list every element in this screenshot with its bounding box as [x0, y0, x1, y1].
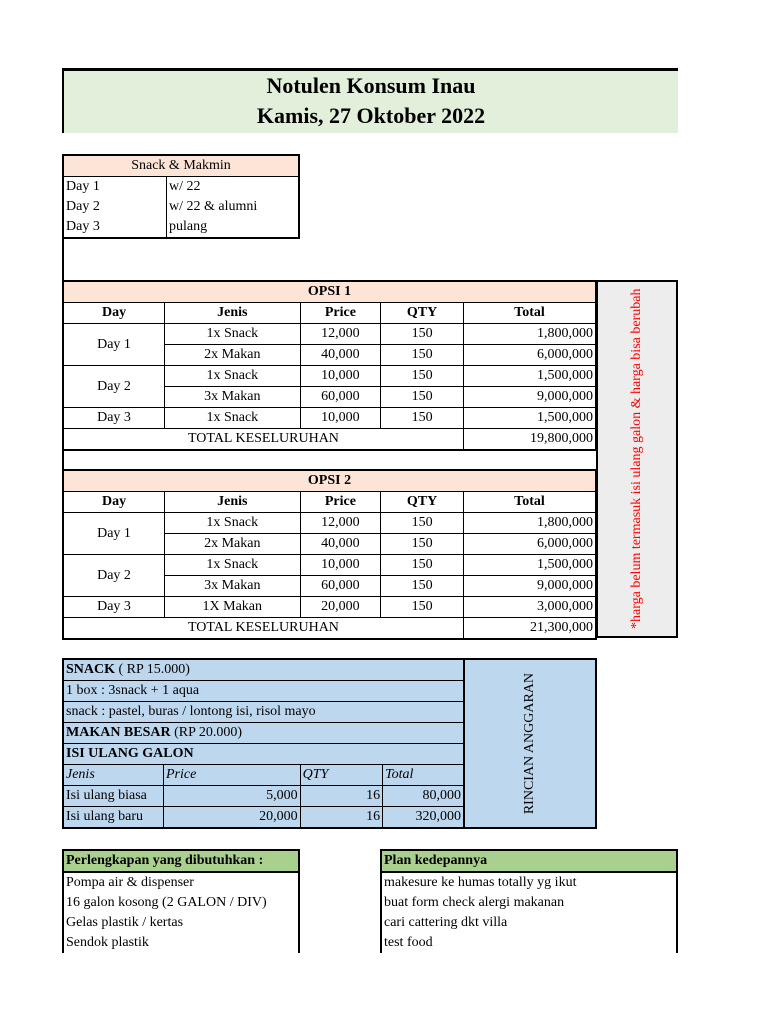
- col-jenis: Jenis: [63, 765, 164, 786]
- table-row: [63, 324, 596, 345]
- table-row: [63, 408, 596, 429]
- jenis-cell: 3x Makan: [165, 387, 300, 408]
- plan-list: [380, 849, 678, 953]
- list-item: test food: [384, 935, 433, 950]
- document-date: Kamis, 27 Oktober 2022: [256, 103, 486, 128]
- total-value: 21,300,000: [463, 618, 596, 640]
- total-cell: 320,000: [383, 807, 464, 829]
- qty-cell: 150: [381, 324, 464, 345]
- jenis-cell: 1x Snack: [165, 513, 300, 534]
- qty-cell: 150: [381, 345, 464, 366]
- day-cell: Day 2: [63, 366, 165, 408]
- col-price: Price: [300, 492, 381, 513]
- snack-makmin-title: Snack & Makmin: [63, 155, 299, 177]
- rincian-side-label: RINCIAN ANGGARAN: [522, 672, 537, 815]
- spacer: [62, 449, 597, 469]
- col-qty: QTY: [381, 492, 464, 513]
- day-cell: Day 1: [63, 513, 165, 555]
- snack-row: [63, 659, 464, 681]
- price-cell: 10,000: [300, 555, 381, 576]
- price-cell: 10,000: [300, 366, 381, 387]
- opsi1-table: [62, 280, 597, 451]
- list-item: Gelas plastik / kertas: [66, 915, 184, 930]
- snack-title: SNACK: [66, 662, 116, 677]
- opsi2-table: [62, 469, 597, 640]
- jenis-cell: Isi ulang biasa: [63, 786, 164, 807]
- price-cell: 12,000: [300, 324, 381, 345]
- col-qty: QTY: [381, 303, 464, 324]
- total-value: 19,800,000: [463, 429, 596, 451]
- price-cell: 12,000: [300, 513, 381, 534]
- total-cell: 1,500,000: [463, 555, 596, 576]
- jenis-cell: 1x Snack: [165, 366, 300, 387]
- table-row: [63, 177, 299, 198]
- col-jenis: Jenis: [165, 303, 300, 324]
- rincian-table: [62, 658, 465, 829]
- jenis-cell: 3x Makan: [165, 576, 300, 597]
- total-cell: 80,000: [383, 786, 464, 807]
- snack-makmin-table: [62, 154, 300, 239]
- list-item: Pompa air & dispenser: [66, 875, 194, 890]
- snack-items: snack : pastel, buras / lontong isi, risol mayo: [63, 702, 464, 723]
- total-label: TOTAL KESELURUHAN: [63, 618, 463, 640]
- table-row: [63, 197, 299, 217]
- price-cell: 40,000: [300, 534, 381, 555]
- total-label: TOTAL KESELURUHAN: [63, 429, 463, 451]
- price-note: *harga belum termasuk isi ulang galon & harga bisa berubah: [629, 288, 644, 630]
- day-cell: Day 1: [63, 177, 167, 198]
- makan-row: [63, 723, 464, 744]
- galon-title: ISI ULANG GALON: [63, 744, 464, 765]
- table-row: [63, 217, 299, 238]
- plan-title: Plan kedepannya: [381, 850, 677, 872]
- col-day: Day: [63, 303, 165, 324]
- col-qty: QTY: [300, 765, 382, 786]
- document-header: [62, 68, 678, 133]
- price-cell: 60,000: [300, 387, 381, 408]
- price-cell: 10,000: [300, 408, 381, 429]
- note-cell: w/ 22 & alumni: [169, 199, 258, 214]
- total-cell: 9,000,000: [463, 576, 596, 597]
- day-cell: Day 3: [63, 217, 167, 238]
- total-row: [63, 618, 596, 640]
- total-cell: 1,500,000: [463, 366, 596, 387]
- opsi1-title: OPSI 1: [63, 281, 596, 303]
- col-total: Total: [383, 765, 464, 786]
- col-total: Total: [463, 303, 596, 324]
- col-price: Price: [300, 303, 381, 324]
- total-cell: 1,800,000: [463, 324, 596, 345]
- price-cell: 20,000: [300, 597, 381, 618]
- document-title: Notulen Konsum Inau: [266, 73, 476, 98]
- jenis-cell: 2x Makan: [165, 534, 300, 555]
- list-item: makesure ke humas totally yg ikut: [384, 875, 577, 890]
- qty-cell: 16: [300, 786, 382, 807]
- note-cell: pulang: [169, 219, 208, 234]
- left-border: [62, 238, 64, 280]
- header-row: [63, 765, 464, 786]
- list-item: cari cattering dkt villa: [384, 915, 508, 930]
- day-cell: Day 3: [63, 597, 165, 618]
- table-row: [63, 555, 596, 576]
- total-cell: 6,000,000: [463, 345, 596, 366]
- qty-cell: 150: [381, 513, 464, 534]
- jenis-cell: Isi ulang baru: [63, 807, 164, 829]
- perlengkapan-list: [62, 849, 300, 953]
- note-wrapper: [582, 280, 692, 638]
- header-row: [63, 303, 596, 324]
- qty-cell: 150: [381, 408, 464, 429]
- col-price: Price: [164, 765, 301, 786]
- qty-cell: 150: [381, 576, 464, 597]
- table-row: [63, 366, 596, 387]
- table-row: [63, 786, 464, 807]
- total-cell: 1,500,000: [463, 408, 596, 429]
- total-cell: 1,800,000: [463, 513, 596, 534]
- col-day: Day: [63, 492, 165, 513]
- snack-price: ( RP 15.000): [115, 662, 190, 677]
- qty-cell: 150: [381, 387, 464, 408]
- total-cell: 6,000,000: [463, 534, 596, 555]
- total-cell: 9,000,000: [463, 387, 596, 408]
- day-cell: Day 2: [63, 555, 165, 597]
- jenis-cell: 1X Makan: [165, 597, 300, 618]
- jenis-cell: 2x Makan: [165, 345, 300, 366]
- qty-cell: 150: [381, 534, 464, 555]
- col-total: Total: [463, 492, 596, 513]
- list-item: buat form check alergi makanan: [384, 895, 565, 910]
- jenis-cell: 1x Snack: [165, 555, 300, 576]
- day-cell: Day 3: [63, 408, 165, 429]
- price-cell: 20,000: [164, 807, 301, 829]
- list-item: 16 galon kosong (2 GALON / DIV): [66, 895, 267, 910]
- total-cell: 3,000,000: [463, 597, 596, 618]
- opsi2-title: OPSI 2: [63, 470, 596, 492]
- snack-box: 1 box : 3snack + 1 aqua: [63, 681, 464, 702]
- price-cell: 40,000: [300, 345, 381, 366]
- col-jenis: Jenis: [165, 492, 300, 513]
- qty-cell: 150: [381, 366, 464, 387]
- makan-price: (RP 20.000): [170, 725, 243, 740]
- note-cell: w/ 22: [169, 179, 201, 194]
- jenis-cell: 1x Snack: [165, 408, 300, 429]
- table-row: [63, 807, 464, 829]
- table-row: [63, 597, 596, 618]
- rincian-side-label-box: [464, 658, 597, 829]
- table-row: [63, 513, 596, 534]
- perlengkapan-title: Perlengkapan yang dibutuhkan :: [63, 850, 299, 872]
- price-cell: 5,000: [164, 786, 301, 807]
- qty-cell: 16: [300, 807, 382, 829]
- day-cell: Day 1: [63, 324, 165, 366]
- total-row: [63, 429, 596, 451]
- jenis-cell: 1x Snack: [165, 324, 300, 345]
- day-cell: Day 2: [63, 197, 167, 217]
- qty-cell: 150: [381, 555, 464, 576]
- price-cell: 60,000: [300, 576, 381, 597]
- header-row: [63, 492, 596, 513]
- list-item: Sendok plastik: [66, 935, 149, 950]
- qty-cell: 150: [381, 597, 464, 618]
- makan-title: MAKAN BESAR: [66, 725, 171, 740]
